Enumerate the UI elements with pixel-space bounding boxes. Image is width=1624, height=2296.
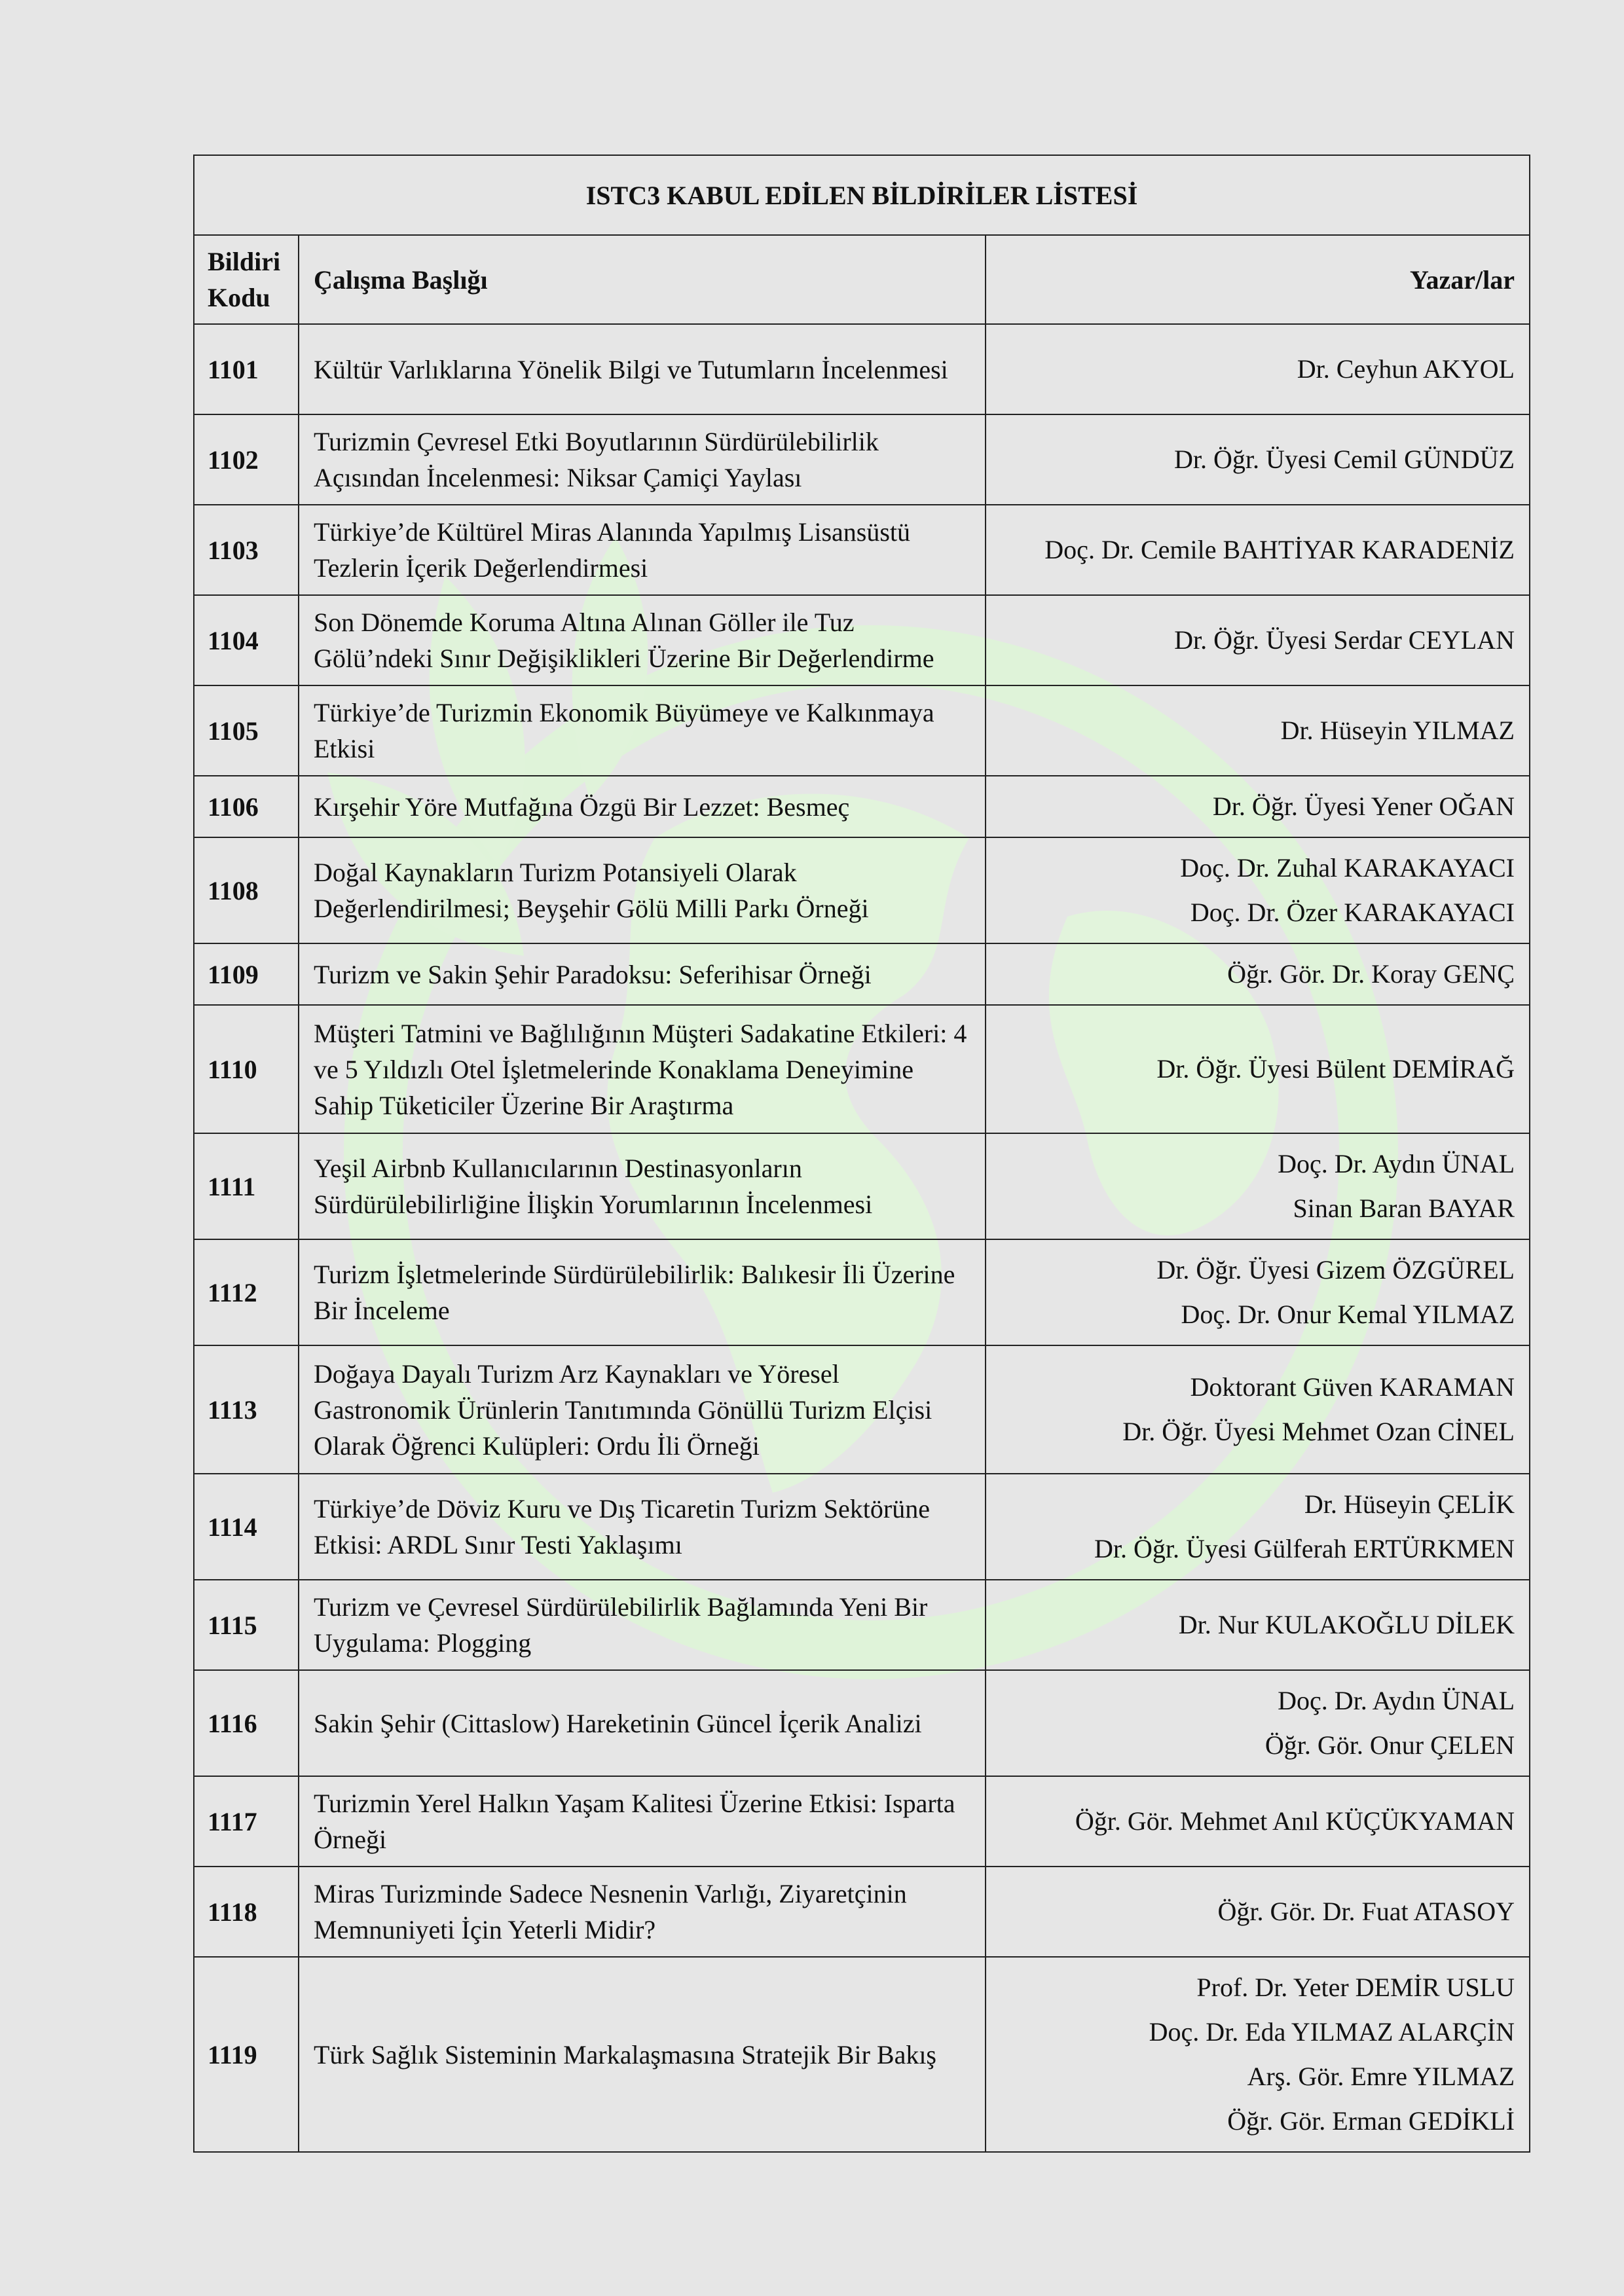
paper-authors [986, 595, 1530, 685]
author-name: Doktorant Güven KARAMAN [1190, 1372, 1515, 1402]
paper-authors [986, 776, 1530, 837]
author-name: Doç. Dr. Özer KARAKAYACI [1190, 898, 1515, 927]
paper-code: 1119 [194, 1957, 299, 2152]
header-title: Çalışma Başlığı [299, 235, 986, 324]
author-name: Doç. Dr. Eda YILMAZ ALARÇİN [1149, 2017, 1515, 2047]
author-name: Dr. Öğr. Üyesi Serdar CEYLAN [1174, 625, 1515, 655]
table-row [194, 1239, 1530, 1345]
paper-title: Sakin Şehir (Cittaslow) Hareketinin Güncel İçerik Analizi [299, 1670, 986, 1776]
table-row [194, 837, 1530, 943]
table-row [194, 1957, 1530, 2152]
author-name: Öğr. Gör. Mehmet Anıl KÜÇÜKYAMAN [1075, 1806, 1515, 1836]
paper-title: Turizmin Yerel Halkın Yaşam Kalitesi Üzerine Etkisi: Isparta Örneği [299, 1776, 986, 1867]
paper-title: Kültür Varlıklarına Yönelik Bilgi ve Tutumların İncelenmesi [299, 324, 986, 414]
table-row [194, 505, 1530, 595]
paper-authors [986, 1345, 1530, 1474]
paper-code: 1105 [194, 685, 299, 776]
table-row [194, 776, 1530, 837]
paper-code: 1110 [194, 1005, 299, 1133]
paper-code: 1102 [194, 414, 299, 505]
header-code: Bildiri Kodu [194, 235, 299, 324]
paper-title: Türkiye’de Turizmin Ekonomik Büyümeye ve Kalkınmaya Etkisi [299, 685, 986, 776]
author-name: Dr. Hüseyin YILMAZ [1280, 716, 1515, 745]
header-authors: Yazar/lar [986, 235, 1530, 324]
author-name: Dr. Öğr. Üyesi Gizem ÖZGÜREL [1156, 1255, 1515, 1285]
author-name: Prof. Dr. Yeter DEMİR USLU [1196, 1973, 1515, 2002]
paper-title: Miras Turizminde Sadece Nesnenin Varlığı, Ziyaretçinin Memnuniyeti İçin Yeterli Midir? [299, 1867, 986, 1957]
author-name: Dr. Ceyhun AKYOL [1297, 354, 1515, 384]
paper-title: Turizm İşletmelerinde Sürdürülebilirlik: Balıkesir İli Üzerine Bir İnceleme [299, 1239, 986, 1345]
table-row [194, 1345, 1530, 1474]
paper-title: Müşteri Tatmini ve Bağlılığının Müşteri Sadakatine Etkileri: 4 ve 5 Yıldızlı Otel İşletmelerinde Konaklama Deneyimine Sahip Tüketiciler Üzerine Bir Araştırma [299, 1005, 986, 1133]
paper-authors [986, 505, 1530, 595]
author-name: Doç. Dr. Zuhal KARAKAYACI [1180, 853, 1515, 883]
paper-authors [986, 1133, 1530, 1239]
paper-authors [986, 685, 1530, 776]
paper-title: Turizmin Çevresel Etki Boyutlarının Sürdürülebilirlik Açısından İncelenmesi: Niksar Çamiçi Yaylası [299, 414, 986, 505]
author-name: Arş. Gör. Emre YILMAZ [1247, 2062, 1515, 2091]
paper-code: 1109 [194, 943, 299, 1005]
paper-authors [986, 1957, 1530, 2152]
author-name: Doç. Dr. Aydın ÜNAL [1278, 1149, 1515, 1178]
paper-code: 1115 [194, 1580, 299, 1670]
paper-authors [986, 837, 1530, 943]
paper-code: 1101 [194, 324, 299, 414]
table-row [194, 1580, 1530, 1670]
paper-code: 1106 [194, 776, 299, 837]
paper-code: 1114 [194, 1474, 299, 1580]
author-name: Dr. Öğr. Üyesi Bülent DEMİRAĞ [1156, 1054, 1515, 1084]
table-row [194, 595, 1530, 685]
paper-authors [986, 1670, 1530, 1776]
author-name: Öğr. Gör. Dr. Fuat ATASOY [1217, 1897, 1515, 1926]
table-row [194, 1133, 1530, 1239]
paper-title: Türkiye’de Döviz Kuru ve Dış Ticaretin Turizm Sektörüne Etkisi: ARDL Sınır Testi Yaklaşımı [299, 1474, 986, 1580]
paper-code: 1116 [194, 1670, 299, 1776]
table-row [194, 1005, 1530, 1133]
paper-code: 1118 [194, 1867, 299, 1957]
author-name: Öğr. Gör. Onur ÇELEN [1264, 1730, 1515, 1760]
paper-title: Türk Sağlık Sisteminin Markalaşmasına Stratejik Bir Bakış [299, 1957, 986, 2152]
accepted-papers-table [193, 155, 1530, 2153]
paper-title: Doğal Kaynakların Turizm Potansiyeli Olarak Değerlendirilmesi; Beyşehir Gölü Milli Parkı Örneği [299, 837, 986, 943]
paper-code: 1111 [194, 1133, 299, 1239]
table-row [194, 1670, 1530, 1776]
author-name: Dr. Öğr. Üyesi Gülferah ERTÜRKMEN [1094, 1534, 1515, 1563]
paper-code: 1113 [194, 1345, 299, 1474]
table-row [194, 324, 1530, 414]
table-row [194, 1867, 1530, 1957]
paper-code: 1117 [194, 1776, 299, 1867]
author-name: Öğr. Gör. Dr. Koray GENÇ [1227, 959, 1515, 989]
author-name: Doç. Dr. Aydın ÜNAL [1278, 1686, 1515, 1715]
paper-code: 1112 [194, 1239, 299, 1345]
paper-title: Turizm ve Sakin Şehir Paradoksu: Seferihisar Örneği [299, 943, 986, 1005]
paper-authors [986, 943, 1530, 1005]
header-row [194, 235, 1530, 324]
paper-authors [986, 414, 1530, 505]
table-title: ISTC3 KABUL EDİLEN BİLDİRİLER LİSTESİ [194, 155, 1530, 235]
paper-authors [986, 324, 1530, 414]
paper-title: Son Dönemde Koruma Altına Alınan Göller ile Tuz Gölü’ndeki Sınır Değişiklikleri Üzerine Bir Değerlendirme [299, 595, 986, 685]
author-name: Dr. Öğr. Üyesi Cemil GÜNDÜZ [1174, 445, 1515, 474]
paper-code: 1104 [194, 595, 299, 685]
paper-title: Kırşehir Yöre Mutfağına Özgü Bir Lezzet: Besmeç [299, 776, 986, 837]
paper-code: 1108 [194, 837, 299, 943]
author-name: Dr. Öğr. Üyesi Yener OĞAN [1212, 792, 1515, 821]
paper-authors [986, 1239, 1530, 1345]
paper-title: Yeşil Airbnb Kullanıcılarının Destinasyonların Sürdürülebilirliğine İlişkin Yorumlarının İncelenmesi [299, 1133, 986, 1239]
paper-title: Turizm ve Çevresel Sürdürülebilirlik Bağlamında Yeni Bir Uygulama: Plogging [299, 1580, 986, 1670]
author-name: Doç. Dr. Cemile BAHTİYAR KARADENİZ [1044, 535, 1515, 564]
paper-code: 1103 [194, 505, 299, 595]
paper-authors [986, 1005, 1530, 1133]
author-name: Dr. Öğr. Üyesi Mehmet Ozan CİNEL [1122, 1417, 1515, 1446]
paper-title: Doğaya Dayalı Turizm Arz Kaynakları ve Yöresel Gastronomik Ürünlerin Tanıtımında Gönüllü Turizm Elçisi Olarak Öğrenci Kulüpleri: Ordu İli Örneği [299, 1345, 986, 1474]
table-row [194, 1474, 1530, 1580]
table-row [194, 685, 1530, 776]
author-name: Doç. Dr. Onur Kemal YILMAZ [1181, 1300, 1515, 1329]
author-name: Sinan Baran BAYAR [1293, 1194, 1515, 1223]
table-row [194, 1776, 1530, 1867]
author-name: Öğr. Gör. Erman GEDİKLİ [1227, 2106, 1515, 2136]
table-row [194, 943, 1530, 1005]
paper-authors [986, 1474, 1530, 1580]
paper-title: Türkiye’de Kültürel Miras Alanında Yapılmış Lisansüstü Tezlerin İçerik Değerlendirmesi [299, 505, 986, 595]
paper-authors [986, 1867, 1530, 1957]
table-row [194, 414, 1530, 505]
paper-authors [986, 1776, 1530, 1867]
author-name: Dr. Hüseyin ÇELİK [1304, 1489, 1515, 1519]
author-name: Dr. Nur KULAKOĞLU DİLEK [1178, 1610, 1515, 1639]
paper-authors [986, 1580, 1530, 1670]
